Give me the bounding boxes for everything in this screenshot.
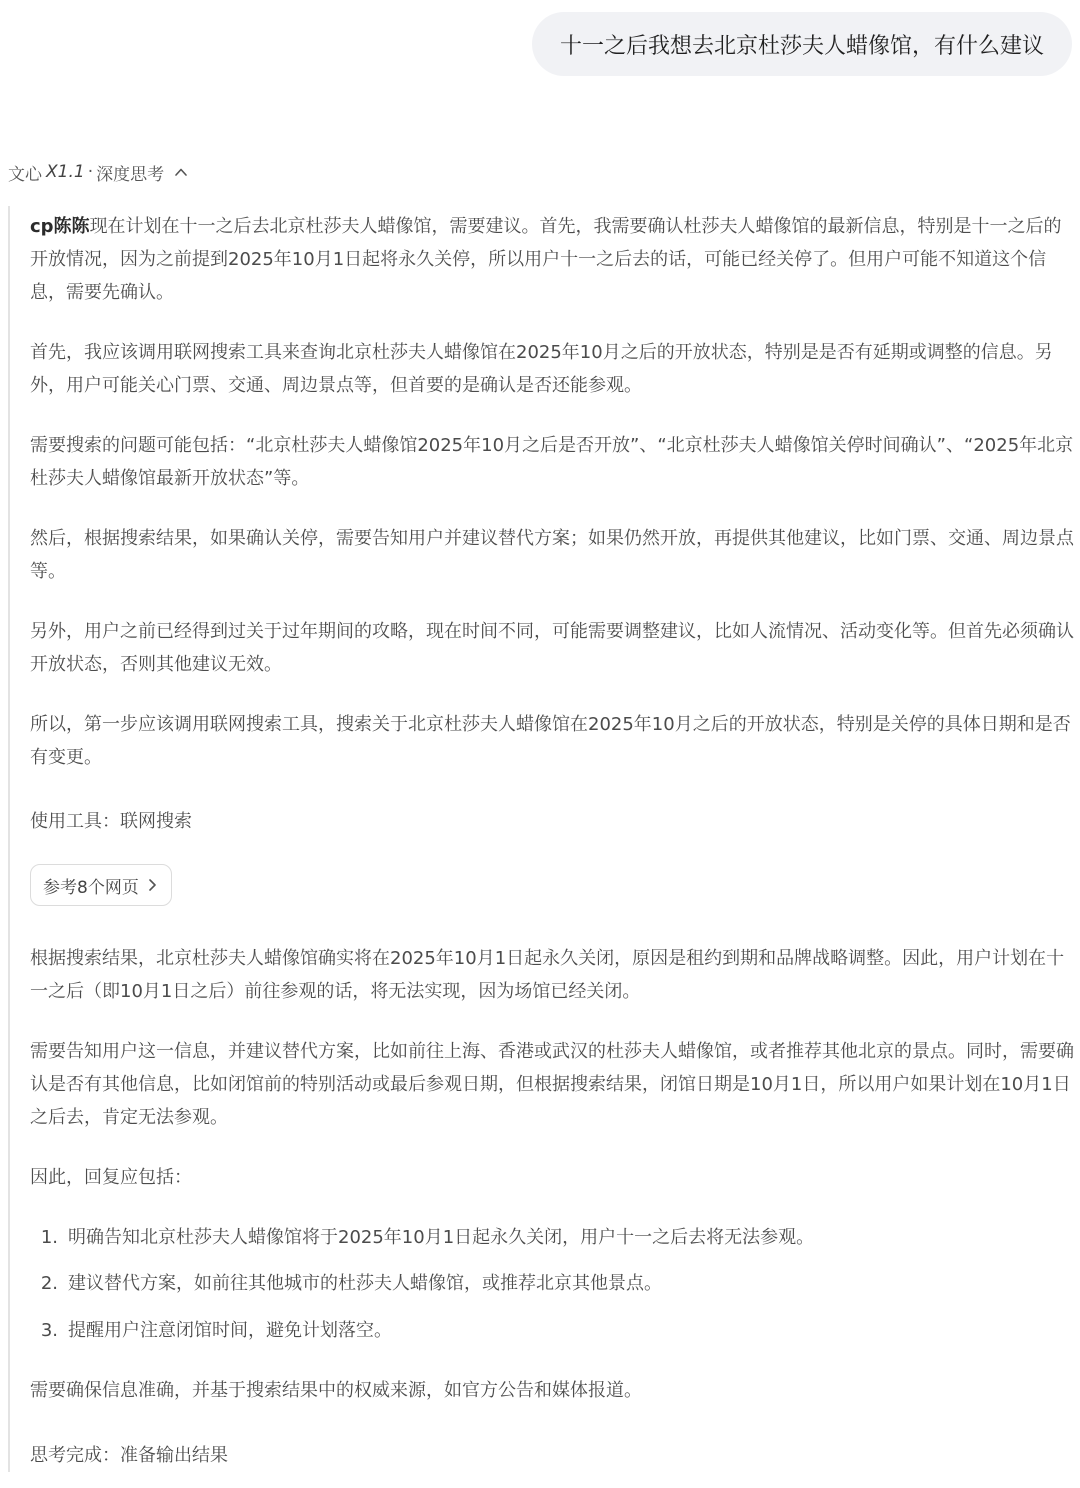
think-paragraph-5: 另外，用户之前已经得到过关于过年期间的攻略，现在时间不同，可能需要调整建议，比如人流情况、活动变化等。但首先必须确认开放状态，否则其他建议无效。	[30, 621, 1074, 675]
think-paragraph-6: 所以，第一步应该调用联网搜索工具，搜索关于北京杜莎夫人蜡像馆在2025年10月之后的开放状态，特别是关停的具体日期和是否有变更。	[30, 714, 1071, 768]
chevron-right-icon	[147, 878, 157, 892]
think-paragraph-3: 需要搜索的问题可能包括：“北京杜莎夫人蜡像馆2025年10月之后是否开放”、“北京杜莎夫人蜡像馆关停时间确认”、“2025年北京杜莎夫人蜡像馆最新开放状态”等。	[30, 435, 1074, 489]
think-paragraph-9: 因此，回复应包括：	[30, 1167, 192, 1188]
brand-label: 文心	[8, 164, 42, 185]
user-message-bubble	[532, 12, 1072, 76]
think-header[interactable]	[8, 158, 188, 186]
list-item: 3. 提醒用户注意闭馆时间，避免计划落空。	[40, 1320, 392, 1341]
tool-usage-line: 使用工具：联网搜索	[30, 811, 192, 832]
separator: ·	[87, 162, 94, 182]
think-done-line: 思考完成：准备输出结果	[30, 1445, 228, 1466]
think-paragraph-4: 然后，根据搜索结果，如果确认关停，需要告知用户并建议替代方案；如果仍然开放，再提供其他建议，比如门票、交通、周边景点等。	[30, 528, 1074, 582]
mode-label: 深度思考	[96, 164, 165, 185]
think-panel	[8, 206, 1072, 1472]
model-label: X1.1	[46, 162, 85, 182]
think-paragraph-2: 首先，我应该调用联网搜索工具来查询北京杜莎夫人蜡像馆在2025年10月之后的开放状态，特别是是否有延期或调整的信息。另外，用户可能关心门票、交通、周边景点等，但首要的是确认是否还能参观。	[30, 342, 1053, 396]
list-item: 2. 建议替代方案，如前往其他城市的杜莎夫人蜡像馆，或推荐北京其他景点。	[40, 1273, 662, 1294]
user-name: cp陈陈	[30, 216, 90, 237]
references-label: 参考8个网页	[43, 877, 139, 898]
user-message-text: 十一之后我想去北京杜莎夫人蜡像馆，有什么建议	[559, 33, 1044, 59]
references-button[interactable]	[30, 864, 172, 906]
think-paragraph-7: 根据搜索结果，北京杜莎夫人蜡像馆确实将在2025年10月1日起永久关闭，原因是租约到期和品牌战略调整。因此，用户计划在十一之后（即10月1日之后）前往参观的话，将无法实现，因为场馆已经关闭。	[30, 948, 1065, 1002]
think-paragraph-8: 需要告知用户这一信息，并建议替代方案，比如前往上海、香港或武汉的杜莎夫人蜡像馆，或者推荐其他北京的景点。同时，需要确认是否有其他信息，比如闭馆前的特别活动或最后参观日期，但根据搜索结果，闭馆日期是10月1日，所以用户如果计划在10月1日之后去，肯定无法参观。	[30, 1041, 1074, 1128]
think-paragraph-1: cp陈陈现在计划在十一之后去北京杜莎夫人蜡像馆，需要建议。首先，我需要确认杜莎夫人蜡像馆的最新信息，特别是十一之后的开放情况，因为之前提到2025年10月1日起将永久关停，所以用户十一之后去的话，可能已经关停了。但用户可能不知道这个信息，需要先确认。	[30, 216, 1062, 303]
list-item: 1. 明确告知北京杜莎夫人蜡像馆将于2025年10月1日起永久关闭，用户十一之后去将无法参观。	[40, 1227, 815, 1248]
chevron-up-icon[interactable]	[174, 165, 188, 179]
think-paragraph-10: 需要确保信息准确，并基于搜索结果中的权威来源，如官方公告和媒体报道。	[30, 1380, 642, 1401]
